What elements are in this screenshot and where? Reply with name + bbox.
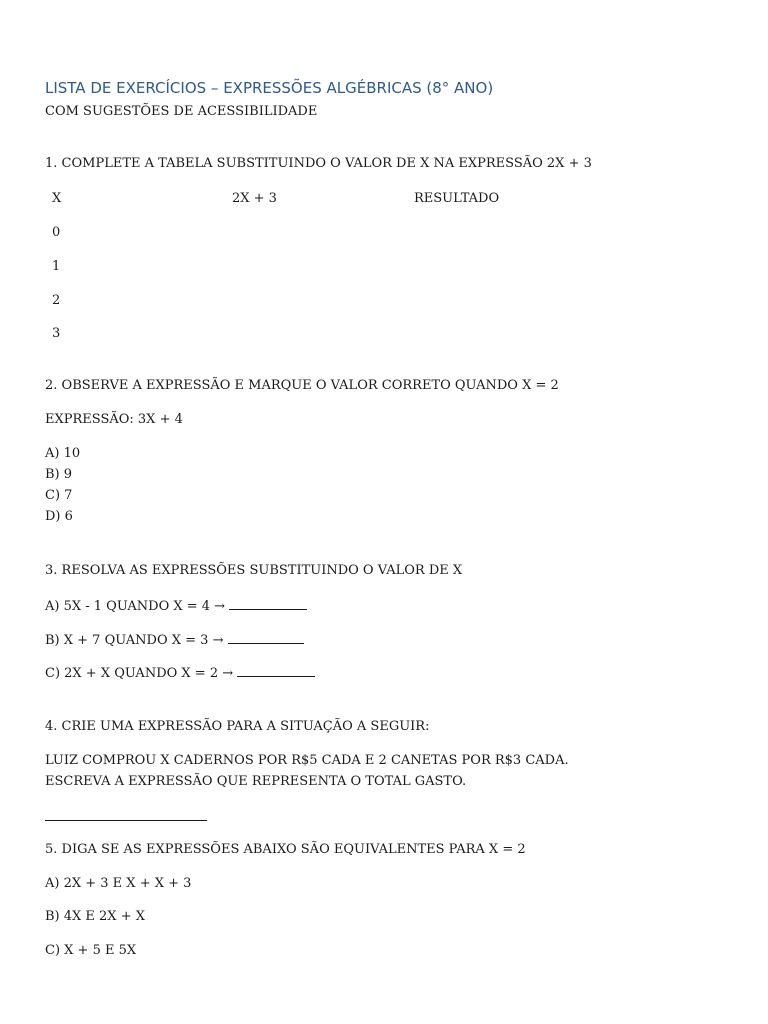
q1-table-header-x: X (52, 191, 62, 206)
question-2-option: D) 6 (45, 509, 73, 524)
question-5-item: A) 2X + 3 E X + X + 3 (45, 876, 192, 891)
question-4-prompt: 4. CRIE UMA EXPRESSÃO PARA A SITUAÇÃO A SEGUIR: (45, 719, 430, 734)
answer-blank[interactable] (229, 597, 307, 610)
question-3-item (45, 664, 315, 681)
document-title: LISTA DE EXERCÍCIOS – EXPRESSÕES ALGÉBRICAS (8° ANO) (45, 79, 494, 97)
document-subtitle: COM SUGESTÕES DE ACESSIBILIDADE (45, 104, 318, 119)
question-2-option: B) 9 (45, 467, 73, 482)
q1-table-row-x: 3 (52, 326, 61, 341)
q1-table-row-x: 1 (52, 259, 61, 274)
q1-table-header-result: RESULTADO (414, 191, 500, 206)
question-3-prompt: 3. RESOLVA AS EXPRESSÕES SUBSTITUINDO O VALOR DE X (45, 563, 463, 578)
answer-line[interactable] (45, 820, 207, 821)
question-1-prompt: 1. COMPLETE A TABELA SUBSTITUINDO O VALOR DE X NA EXPRESSÃO 2X + 3 (45, 156, 592, 171)
question-5-item: C) X + 5 E 5X (45, 943, 137, 958)
question-5-item: B) 4X E 2X + X (45, 909, 145, 924)
question-2-option: A) 10 (45, 446, 81, 461)
question-4-text-line: LUIZ COMPROU X CADERNOS POR R$5 CADA E 2 CANETAS POR R$3 CADA. (45, 753, 569, 768)
question-4-text-line: ESCREVA A EXPRESSÃO QUE REPRESENTA O TOTAL GASTO. (45, 774, 467, 789)
answer-blank[interactable] (237, 664, 315, 677)
question-3-item-text: A) 5X - 1 QUANDO X = 4 → (45, 599, 230, 614)
question-3-item-text: B) X + 7 QUANDO X = 3 → (45, 633, 228, 648)
question-2-expression: EXPRESSÃO: 3X + 4 (45, 412, 183, 427)
q1-table-row-x: 2 (52, 293, 61, 308)
question-5-prompt: 5. DIGA SE AS EXPRESSÕES ABAIXO SÃO EQUIVALENTES PARA X = 2 (45, 842, 526, 857)
question-2-prompt: 2. OBSERVE A EXPRESSÃO E MARQUE O VALOR CORRETO QUANDO X = 2 (45, 378, 559, 393)
q1-table-row-x: 0 (52, 225, 61, 240)
q1-table-header-expression: 2X + 3 (232, 191, 277, 206)
question-2-option: C) 7 (45, 488, 73, 503)
question-3-item (45, 631, 304, 648)
question-3-item-text: C) 2X + X QUANDO X = 2 → (45, 666, 238, 681)
answer-blank[interactable] (228, 631, 304, 644)
question-3-item (45, 597, 307, 614)
